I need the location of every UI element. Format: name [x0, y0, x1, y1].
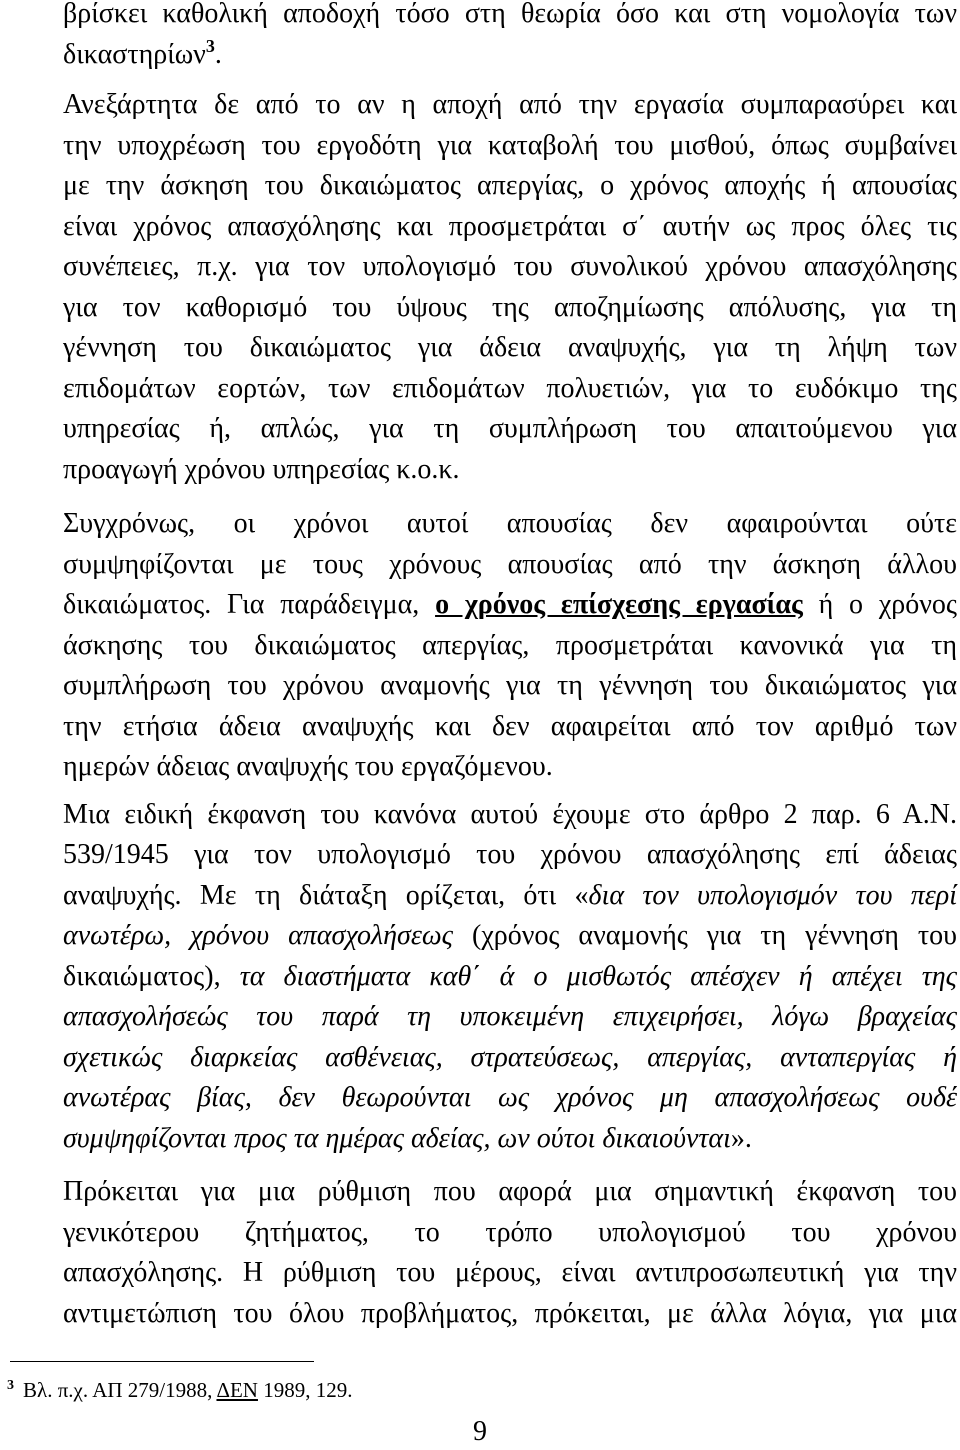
text-segment: ή ο χρόνος [802, 589, 957, 620]
text-line [63, 585, 957, 626]
paragraph [63, 795, 957, 1160]
paragraph-continuation [63, 0, 957, 77]
text-line [63, 876, 957, 917]
italic-quote-line: ανωτέρας βίας, δεν θεωρούνται ως χρόνος μη απασχολήσεως ουδέ [63, 1082, 957, 1113]
text-line: απασχόλησης. Η ρύθμιση του μέρους, είναι αντιπροσωπευτική για την [63, 1257, 957, 1288]
italic-quote: τα διαστήματα καθ΄ ά ο μισθωτός απέσχεν ή απέχει της [239, 960, 957, 992]
text-line [63, 916, 957, 957]
italic-quote: ανωτέρω, χρόνου απασχολήσεως [63, 920, 454, 951]
text-line: προαγωγή χρόνου υπηρεσίας κ.ο.κ. [63, 453, 460, 485]
paragraph [63, 504, 957, 788]
page-body [63, 0, 957, 1334]
footnote-reference: 3 [205, 35, 215, 56]
text-line: με την άσκηση του δικαιώματος απεργίας, ο χρόνος αποχής ή απουσίας [63, 170, 957, 201]
text-line: βρίσκει καθολική αποδοχή τόσο στη θεωρία όσο και στη νομολογία των [63, 0, 957, 29]
text-segment: δικαστηρίων [63, 38, 206, 70]
footnote-text: Βλ. π.χ. ΑΠ 279/1988, [23, 1378, 217, 1402]
text-segment: (χρόνος αναμονής για τη γέννηση του [453, 920, 957, 951]
paragraph [63, 85, 957, 490]
footnote-source-abbreviation: ΔΕΝ [216, 1378, 258, 1402]
text-line: 539/1945 για τον υπολογισμό του χρόνου απασχόλησης επί άδειας [63, 839, 957, 870]
text-segment: αναψυχής. Με τη διάταξη ορίζεται, ότι « [63, 879, 589, 911]
text-line: συμψηφίζονται με τους χρόνους απουσίας από την άσκηση άλλου [63, 548, 957, 580]
text-line: Ανεξάρτητα δε από το αν η αποχή από την εργασία συμπαρασύρει και [63, 89, 957, 120]
text-line [63, 1119, 957, 1160]
text-line: επιδομάτων εορτών, των επιδομάτων πολυετιών, για το ευδόκιμο της [63, 372, 957, 404]
text-line: την ετήσια άδεια αναψυχής και δεν αφαιρείται από τον αριθμό των [63, 710, 957, 742]
footnote-separator [10, 1361, 314, 1362]
text-segment: δικαιώματος), [63, 960, 240, 992]
text-line: υπηρεσίας ή, απλώς, για τη συμπλήρωση του απαιτούμενου για [63, 413, 957, 444]
text-line: Συγχρόνως, οι χρόνοι αυτοί απουσίας δεν αφαιρούνται ούτε [63, 508, 957, 539]
text-line: γενικότερου ζητήματος, το τρόπο υπολογισμού του χρόνου [63, 1216, 957, 1248]
text-segment: . [214, 38, 222, 70]
text-segment: ». [730, 1122, 752, 1154]
footnote [7, 1376, 352, 1408]
text-line [63, 957, 957, 998]
text-line: είναι χρόνος απασχόλησης και προσμετράται σ΄ αυτήν ως προς όλες τις [63, 210, 957, 242]
text-line: συνέπειες, π.χ. για τον υπολογισμό του συνολικού χρόνου απασχόλησης [63, 251, 957, 282]
text-line [63, 35, 957, 78]
emphasized-phrase: ο χρόνος επίσχεσης εργασίας [435, 589, 803, 620]
text-line: την υποχρέωση του εργοδότη για καταβολή του μισθού, όπως συμβαίνει [63, 129, 957, 161]
text-line: ημερών άδειας αναψυχής του εργαζόμενου. [63, 751, 553, 782]
text-line: Μια ειδική έκφανση του κανόνα αυτού έχουμε στο άρθρο 2 παρ. 6 Α.Ν. [63, 798, 957, 830]
text-line: άσκησης του δικαιώματος απεργίας, προσμετράται κανονικά για τη [63, 629, 957, 661]
text-line: για τον καθορισμό του ύψους της αποζημίωσης απόλυσης, για τη [63, 291, 957, 323]
page-number: 9 [473, 1416, 487, 1447]
text-line: συμπλήρωση του χρόνου αναμονής για τη γέννηση του δικαιώματος για [63, 670, 957, 701]
paragraph [63, 1172, 957, 1334]
text-line: Πρόκειται για μια ρύθμιση που αφορά μια σημαντική έκφανση του [63, 1176, 957, 1207]
footnote-marker: 3 [7, 1378, 14, 1393]
text-segment: δικαιώματος. Για παράδειγμα, [63, 589, 436, 620]
text-line: γέννηση του δικαιώματος για άδεια αναψυχής, για τη λήψη των [63, 332, 957, 363]
italic-quote-line: απασχολήσεώς του παρά τη υποκειμένη επιχειρήσει, λόγω βραχείας [63, 1001, 957, 1032]
text-line: αντιμετώπιση του όλου προβλήματος, πρόκειται, με άλλα λόγια, για μια [63, 1297, 957, 1329]
italic-quote: συμψηφίζονται προς τα ημέρας αδείας, ων ούτοι δικαιούνται [63, 1122, 731, 1154]
italic-quote-line: σχετικώς διαρκείας ασθένειας, στρατεύσεως, απεργίας, ανταπεργίας ή [63, 1041, 957, 1073]
footnote-text: 1989, 129. [257, 1378, 353, 1402]
italic-quote: δια τον υπολογισμόν του περί [588, 879, 958, 911]
